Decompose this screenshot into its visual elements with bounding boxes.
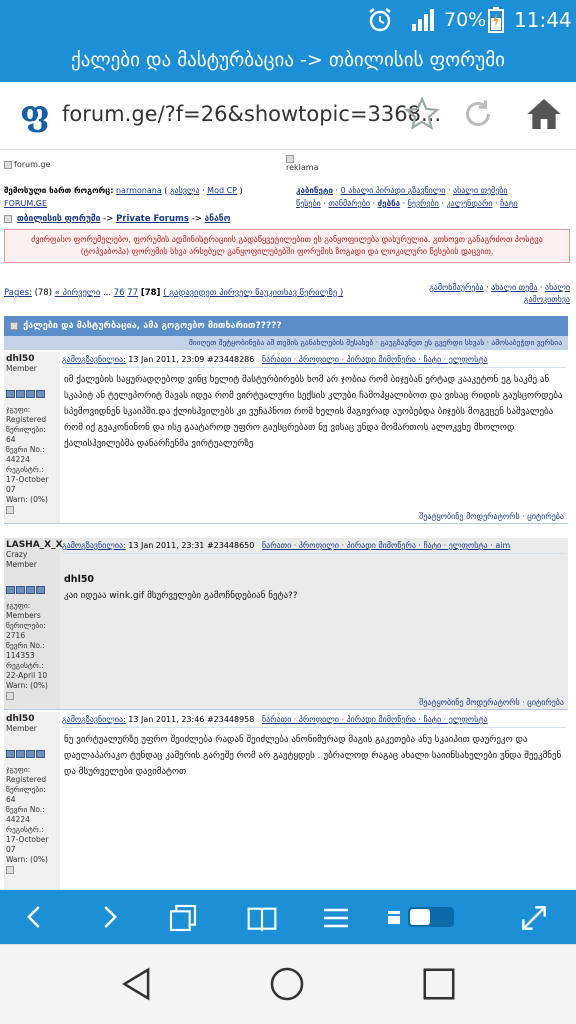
page-76-link[interactable]: 76 bbox=[113, 288, 125, 298]
post-author bbox=[4, 538, 63, 709]
first-page-link[interactable]: « პირველი bbox=[54, 288, 101, 298]
top-navigation: კაბინეტი · 0 ახალი პირადი გზავნილი · ახალი თემები წესები · თანმარები · ძებნა · ნევრები · კალენდარი · ჩატი bbox=[296, 186, 518, 208]
chat-link[interactable]: ჩატი bbox=[500, 199, 518, 208]
quoted-author: dhl50 bbox=[64, 574, 95, 585]
posts-label: წერილები: bbox=[6, 621, 46, 630]
author-name[interactable]: dhl50 bbox=[6, 714, 35, 724]
current-page: [78] bbox=[140, 288, 161, 298]
registered-date: 17-October 07 bbox=[6, 475, 49, 494]
member-number-label: წევრი No.: bbox=[6, 805, 45, 814]
nav-recents-icon[interactable] bbox=[420, 965, 458, 1007]
post-text: კაი იდეაა wink.gif მსურველები გამოჩნდებიან ნეტა?? bbox=[64, 591, 298, 601]
post-date: 13 Jan 2011, 23:31 bbox=[128, 541, 205, 550]
warn-level: Warn: (0%) bbox=[6, 681, 48, 690]
rank-stars bbox=[6, 750, 58, 761]
topic-title bbox=[4, 316, 568, 336]
post-author bbox=[4, 352, 60, 523]
post-author-links[interactable]: ნარათი · პროფილი · პირადი მიმოწერა · ჩატი · ელფოსტა bbox=[262, 715, 488, 724]
new-poll-button[interactable]: ახალი გამოკითხვა bbox=[523, 283, 570, 304]
breadcrumb-private[interactable]: Private Forums bbox=[116, 214, 189, 224]
posts-label: წერილები: bbox=[6, 425, 46, 434]
web-page bbox=[0, 150, 576, 890]
group-label: ჯგუფი: bbox=[6, 601, 31, 610]
bookmark-star-icon[interactable] bbox=[404, 96, 440, 136]
reload-icon[interactable] bbox=[460, 96, 496, 136]
tabs-icon[interactable] bbox=[166, 902, 200, 938]
post-date: 13 Jan 2011, 23:09 bbox=[128, 355, 205, 364]
registered-date: 22-April 10 bbox=[6, 671, 48, 680]
post-id[interactable]: #23448286 bbox=[206, 355, 255, 364]
member-number-label: წევრი No.: bbox=[6, 641, 45, 650]
post-author bbox=[4, 712, 60, 892]
author-group: Members bbox=[6, 611, 41, 620]
site-favicon-icon: ფ bbox=[20, 94, 50, 134]
rank-stars bbox=[6, 390, 58, 401]
member-number: 114353 bbox=[6, 651, 35, 660]
author-rank: Crazy Member bbox=[6, 550, 37, 569]
post-body bbox=[64, 572, 564, 604]
forum-icon bbox=[4, 215, 12, 223]
warn-level: Warn: (0%) bbox=[6, 855, 48, 864]
home-icon[interactable] bbox=[524, 94, 564, 138]
alarm-icon bbox=[366, 6, 394, 38]
member-number: 44224 bbox=[6, 815, 30, 824]
warn-level: Warn: (0%) bbox=[6, 495, 48, 504]
group-label: ჯგუფი: bbox=[6, 405, 31, 414]
author-name[interactable]: LASHA_X_X bbox=[6, 540, 63, 550]
add-friend-icon[interactable] bbox=[6, 506, 14, 514]
username-link[interactable]: narmonana bbox=[115, 186, 162, 195]
pages-ellipsis: ... bbox=[102, 288, 112, 298]
author-group: Registered bbox=[6, 415, 47, 424]
page-title-bar: ქალები და მასტურბაცია -> თბილისის ფორუმი bbox=[0, 40, 576, 82]
post-body: ნუ ვირტუალურზე უფრო შეიძლება რადან შეიძლება ანონიმურად მაგის გაკეთება ანუ სკაიპით დაურეკო და დაელაპარაკო ტუნდაც კამერის გარეშე რომ არ გაუტყდეს . უბრალოდ რაგაც ახალი საიინსახელები უნდა შეეკმნენ და მსურველები დავიმატოთ bbox=[64, 735, 562, 777]
broken-image-icon bbox=[4, 161, 12, 169]
breadcrumb-forum[interactable]: თბილისის ფორუმი bbox=[16, 214, 101, 224]
post-author-links[interactable]: ნარათი · პროფილი · პირადი მიმოწერა · ჩატი · ელფოსტა · aim bbox=[262, 541, 511, 550]
sent-label: გამოგზავნილია: bbox=[62, 715, 126, 724]
post-meta bbox=[62, 354, 566, 368]
cabinet-link[interactable]: კაბინეტი bbox=[296, 186, 333, 195]
fullscreen-icon[interactable] bbox=[518, 902, 550, 938]
registered-label: რეგისტრ.: bbox=[6, 825, 44, 834]
help-link[interactable]: კალენდარი bbox=[446, 199, 493, 208]
author-rank: Member bbox=[6, 364, 37, 373]
group-label: ჯგუფი: bbox=[6, 765, 31, 774]
reading-mode-toggle[interactable] bbox=[386, 902, 456, 936]
author-posts: 2716 bbox=[6, 631, 26, 640]
browser-toolbar bbox=[0, 890, 576, 944]
broken-image-icon bbox=[286, 155, 294, 163]
post bbox=[4, 352, 568, 524]
pages-label: Pages: bbox=[4, 288, 32, 298]
logout-link[interactable]: გასვლა bbox=[169, 186, 200, 195]
author-rank: Member bbox=[6, 724, 37, 733]
post-date: 13 Jan 2011, 23:46 bbox=[128, 715, 205, 724]
calendar-link[interactable]: ნევრები bbox=[407, 199, 439, 208]
topic-actions: გამოხმაურება · ახალი თემა · ახალი გამოკითხვა bbox=[429, 283, 570, 304]
modcp-link[interactable]: Mod CP bbox=[207, 186, 237, 195]
member-number: 44224 bbox=[6, 455, 30, 464]
search-link[interactable]: ძებნა bbox=[377, 199, 401, 208]
nav-home-icon[interactable] bbox=[268, 965, 306, 1007]
posts-label: წერილები: bbox=[6, 785, 46, 794]
system-navigation-bar bbox=[0, 944, 576, 1024]
ad-banner-text: reklama bbox=[286, 163, 319, 172]
topic-icon bbox=[10, 322, 18, 330]
post-meta bbox=[62, 714, 566, 728]
post-id[interactable]: #23448650 bbox=[206, 541, 255, 550]
sent-label: გამოგზავნილია: bbox=[62, 541, 126, 550]
site-link[interactable]: FORUM.GE bbox=[4, 199, 48, 208]
address-bar bbox=[0, 82, 576, 150]
first-unread-link[interactable]: ( გადავიდეთ პირველ წაუკითხავ წერილზე ) bbox=[163, 288, 344, 298]
post-body: იმ ქალების საყურადღებოდ ვინც ხელიტ მასტურბირებს ხომ არ ჯობია რომ ბიჯებან ერტად კააკეტონ ეგ საკმე ან სკაპიტ ან ტელეპორიტ მავას იდეა რომ ვირტუალური სექსის კლუბი ჩამოჰყალიბოთ და ვისაც რიდის გაუსცორდება სპემოვიდნენ სკაიპში.და ქლისჰვილებს კი ვუჩაპნოთ რომ ხელის მაგივრად აუობებდა ბიჯებს მოგვცენ საშვალება რომ იქ გვაკონინონ და ისე გაატაროდ უფრო გაუსცრებათ ნუ ვისაც უნდა მომართოს ალოკვხე მხოლოდ ქალისჰვილებმა დანარჩენმა ვირტუალურზე bbox=[64, 375, 563, 449]
nav-back-icon[interactable] bbox=[118, 965, 156, 1007]
menu-icon[interactable] bbox=[320, 902, 352, 938]
rules-link[interactable]: წესები bbox=[296, 199, 321, 208]
pagination bbox=[4, 288, 384, 298]
url-field[interactable]: forum.ge/?f=26&showtopic=3368... bbox=[62, 102, 442, 126]
reply-button[interactable]: გამოხმაურება bbox=[429, 283, 484, 292]
author-posts: 64 bbox=[6, 435, 16, 444]
bookmarks-icon[interactable] bbox=[244, 902, 280, 938]
topic-title-text: ქალები და მასტურბაცია, ამა გოგოებო მითხარით????? bbox=[23, 321, 282, 331]
breadcrumb-sub[interactable]: ანანო bbox=[204, 214, 231, 224]
user-bar: შემოსული ხართ როგორც: narmonana ( გასვლა · Mod CP ) FORUM.GE bbox=[4, 186, 243, 208]
post-author-links[interactable]: ნარათი · პროფილი · პირადი მიმოწერა · ჩატი · ელფოსტა bbox=[262, 355, 488, 364]
post-id[interactable]: #23448958 bbox=[206, 715, 255, 724]
status-bar bbox=[0, 0, 576, 40]
page-count: (78) bbox=[34, 288, 53, 298]
post-footer-links[interactable]: შეატყობინე მოდერატორს · ციტირება bbox=[419, 698, 564, 707]
add-friend-icon[interactable] bbox=[6, 866, 14, 874]
registered-date: 17-October 07 bbox=[6, 835, 49, 854]
author-posts: 64 bbox=[6, 795, 16, 804]
forward-icon[interactable] bbox=[94, 902, 124, 936]
topic-options[interactable]: მიიღეთ შეტყობინება ამ თემის განახლების შესახებ · გაუგზავნეთ ეს გვერდი სხვას · ამოსაბეჭდი ვერსია bbox=[4, 336, 568, 350]
ad-banner[interactable] bbox=[286, 154, 319, 172]
author-group: Registered bbox=[6, 775, 47, 784]
breadcrumb: თბილისის ფორუმი -> Private Forums -> ანანო bbox=[4, 214, 231, 224]
forum-logo-text: forum.ge bbox=[14, 160, 51, 169]
post-footer-links[interactable]: შეატყობინე მოდერატორს · ციტირება bbox=[419, 512, 564, 521]
post bbox=[4, 712, 568, 892]
post-meta bbox=[62, 540, 566, 554]
rank-stars bbox=[6, 586, 58, 597]
signal-icon bbox=[410, 8, 438, 36]
forum-logo[interactable] bbox=[4, 160, 50, 169]
members-link[interactable]: თანმარები bbox=[328, 199, 370, 208]
closed-forum-notice: ძვირფასო ფორუმელებო, ფორუმის ადმინისტრაციის გადაწყვეტილებით ეს განყოფილება დახურულია. გთხოვთ განაგრძოთ პოსტვა (ტოპვაბოპა) ფორუმის სხვა არსებულ განყოფილებებში ფორუმის ზოგადი და ლოკალური წესების დაცვით. bbox=[4, 229, 570, 263]
page-77-link[interactable]: 77 bbox=[127, 288, 139, 298]
add-friend-icon[interactable] bbox=[6, 692, 14, 700]
clock: 11:44 bbox=[514, 8, 572, 32]
new-topics-link[interactable]: ახალი თემები bbox=[453, 186, 508, 195]
logged-in-label: შემოსული ხართ როგორც: bbox=[4, 186, 114, 195]
battery-icon bbox=[488, 7, 504, 37]
battery-percent: 70% bbox=[444, 9, 487, 31]
registered-label: რეგისტრ.: bbox=[6, 661, 44, 670]
new-topic-button[interactable]: ახალი თემა bbox=[491, 283, 538, 292]
new-messages-link[interactable]: 0 ახალი პირადი გზავნილი bbox=[340, 186, 446, 195]
post bbox=[4, 538, 568, 710]
author-name[interactable]: dhl50 bbox=[6, 354, 35, 364]
sent-label: გამოგზავნილია: bbox=[62, 355, 126, 364]
back-icon[interactable] bbox=[20, 902, 50, 936]
registered-label: რეგისტრ.: bbox=[6, 465, 44, 474]
member-number-label: წევრი No.: bbox=[6, 445, 45, 454]
